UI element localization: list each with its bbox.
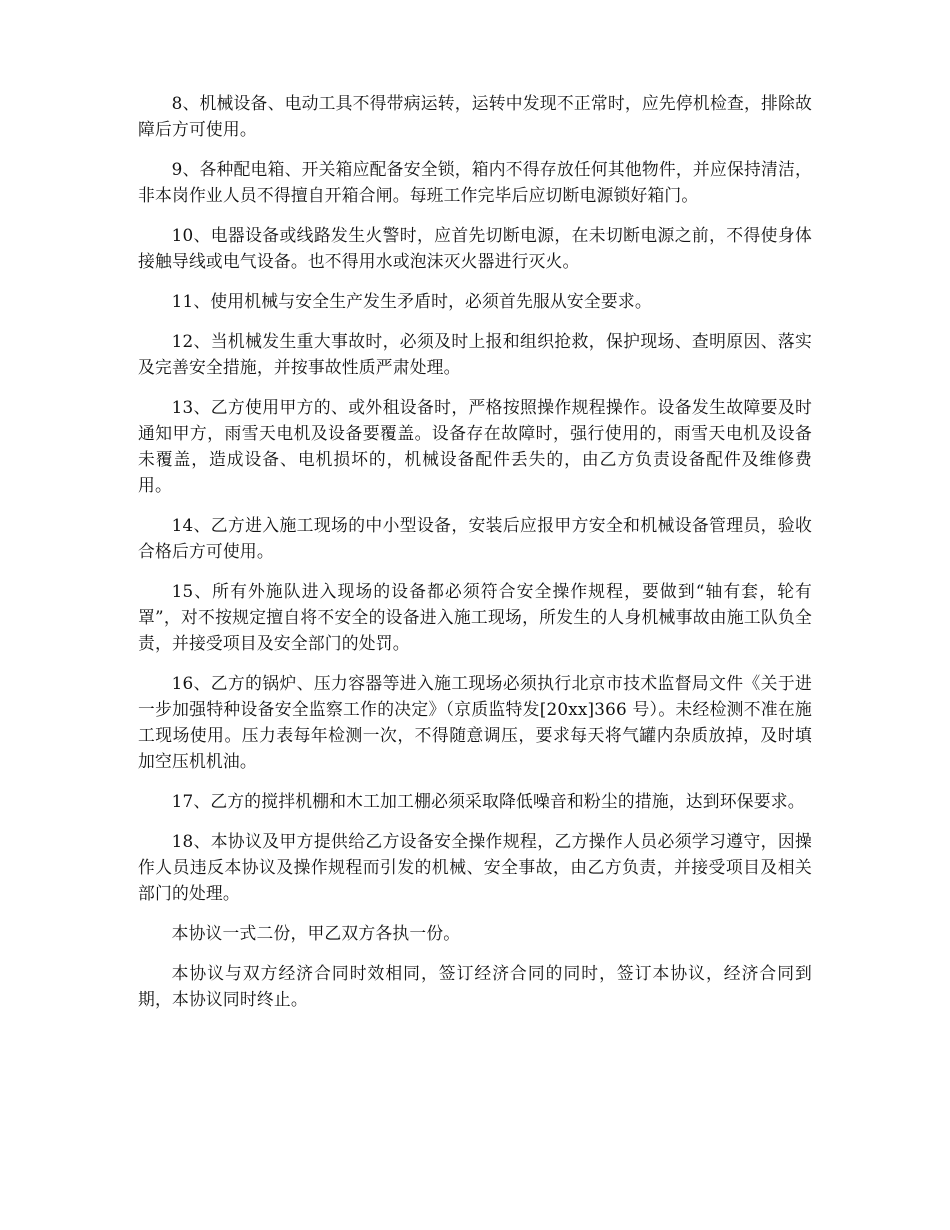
clause-13: 13、乙方使用甲方的、或外租设备时，严格按照操作规程操作。设备发生故障要及时通知甲方，雨雪天电机及设备要覆盖。设备存在故障时，强行使用的，雨雪天电机及设备未覆盖，造成设备、电机损坏的，机械设备配件丢失的，由乙方负责设备配件及维修费用。 — [138, 397, 812, 495]
clause-11: 11、使用机械与安全生产发生矛盾时，必须首先服从安全要求。 — [171, 291, 652, 311]
clause-14: 14、乙方进入施工现场的中小型设备，安装后应报甲方安全和机械设备管理员，验收合格后方可使用。 — [138, 515, 812, 561]
clause-15: 15、所有外施队进入现场的设备都必须符合安全操作规程，要做到“轴有套，轮有罩”，对不按规定擅自将不安全的设备进入施工现场，所发生的人身机械事故由施工队负全责，并接受项目及安全部门的处罚。 — [138, 581, 812, 653]
copies-statement: 本协议一式二份，甲乙双方各执一份。 — [171, 923, 461, 943]
clause-8: 8、机械设备、电动工具不得带病运转，运转中发现不正常时，应先停机检查，排除故障后方可使用。 — [138, 93, 812, 139]
clause-18: 18、本协议及甲方提供给乙方设备安全操作规程，乙方操作人员必须学习遵守，因操作人员违反本协议及操作规程而引发的机械、安全事故，由乙方负责，并接受项目及相关部门的处理。 — [138, 831, 812, 903]
clause-16: 16、乙方的锅炉、压力容器等进入施工现场必须执行北京市技术监督局文件《关于进一步加强特种设备安全监察工作的决定》（京质监特发[20xx]366 号）。未经检测不准在施工现场使用。压力表每年检测一次，不得随意调压，要求每天将气罐内杂质放掉，及时填加空压机机油。 — [138, 673, 812, 771]
clause-17: 17、乙方的搅拌机棚和木工加工棚必须采取降低噪音和粉尘的措施，达到环保要求。 — [171, 791, 805, 811]
validity-statement: 本协议与双方经济合同时效相同，签订经济合同的同时，签订本协议，经济合同到期，本协议同时终止。 — [138, 963, 812, 1009]
clause-10: 10、电器设备或线路发生火警时，应首先切断电源，在未切断电源之前，不得使身体接触导线或电气设备。也不得用水或泡沫灭火器进行灭火。 — [138, 225, 812, 271]
clause-9: 9、各种配电箱、开关箱应配备安全锁，箱内不得存放任何其他物件，并应保持清洁，非本岗作业人员不得擅自开箱合闸。每班工作完毕后应切断电源锁好箱门。 — [138, 159, 812, 205]
clause-12: 12、当机械发生重大事故时，必须及时上报和组织抢救，保护现场、查明原因、落实及完善安全措施，并按事故性质严肃处理。 — [138, 331, 812, 377]
